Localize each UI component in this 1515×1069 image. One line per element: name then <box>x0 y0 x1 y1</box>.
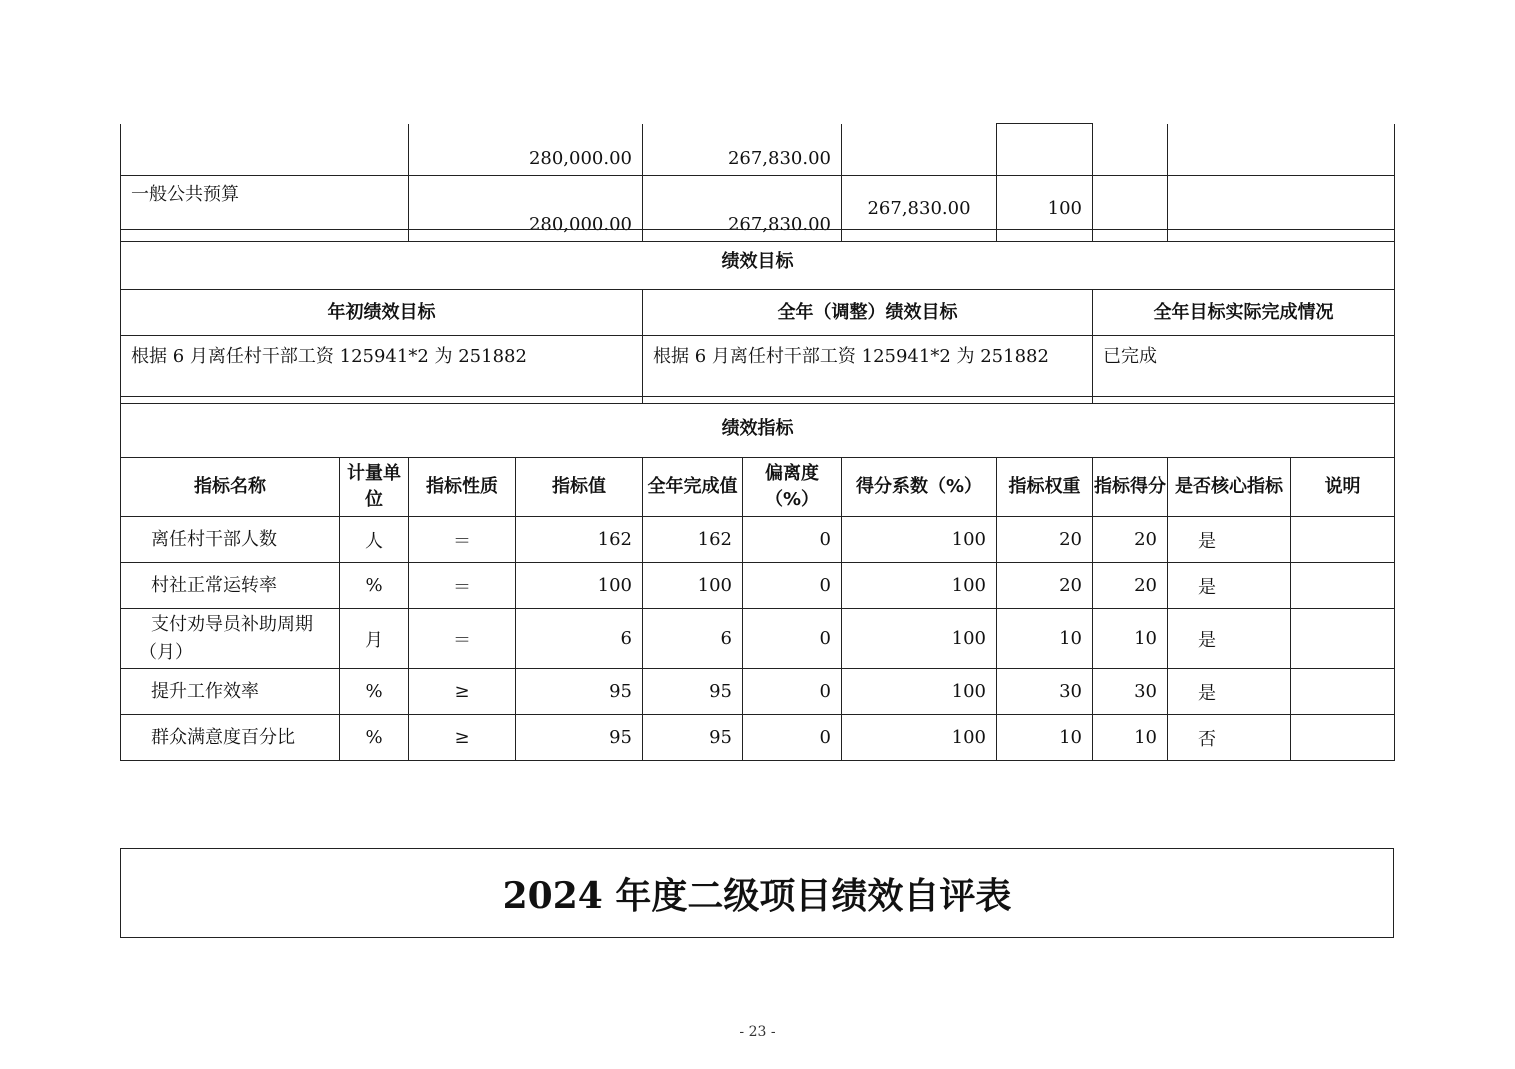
indicator-coefficient: 100 <box>842 715 997 761</box>
indicator-name: 群众满意度百分比 <box>121 715 340 761</box>
budget-cell: 280,000.00 <box>409 175 643 241</box>
budget-cell: 267,830.00 <box>842 175 997 241</box>
budget-cell <box>842 124 997 176</box>
indicator-completed: 95 <box>643 669 743 715</box>
indicator-value: 95 <box>516 715 643 761</box>
indicator-value: 95 <box>516 669 643 715</box>
indicators-section-title: 绩效指标 <box>121 397 1395 458</box>
indicator-weight: 30 <box>997 669 1093 715</box>
indicator-core: 否 <box>1168 715 1291 761</box>
indicator-note <box>1291 517 1395 563</box>
indicator-weight: 20 <box>997 517 1093 563</box>
header-name: 指标名称 <box>121 458 340 517</box>
indicator-core: 是 <box>1168 609 1291 669</box>
header-value: 指标值 <box>516 458 643 517</box>
header-unit: 计量单位 <box>340 458 409 517</box>
indicator-name: 提升工作效率 <box>121 669 340 715</box>
indicator-coefficient: 100 <box>842 609 997 669</box>
indicator-core: 是 <box>1168 563 1291 609</box>
header-coefficient: 得分系数（%） <box>842 458 997 517</box>
table-row <box>121 715 1395 761</box>
goals-table <box>120 229 1395 404</box>
budget-cell: 280,000.00 <box>409 124 643 176</box>
goals-header-initial: 年初绩效目标 <box>121 290 643 336</box>
indicator-score: 10 <box>1093 609 1168 669</box>
goals-adjusted-text: 根据 6 月离任村干部工资 125941*2 为 251882 <box>643 336 1093 404</box>
header-weight: 指标权重 <box>997 458 1093 517</box>
indicator-score: 10 <box>1093 715 1168 761</box>
header-note: 说明 <box>1291 458 1395 517</box>
indicator-nature: ＝ <box>409 563 516 609</box>
budget-cell: 100 <box>997 175 1093 241</box>
budget-label: 一般公共预算 <box>121 175 409 241</box>
indicator-completed: 6 <box>643 609 743 669</box>
goals-initial-text: 根据 6 月离任村干部工资 125941*2 为 251882 <box>121 336 643 404</box>
indicator-core: 是 <box>1168 669 1291 715</box>
indicator-note <box>1291 715 1395 761</box>
indicator-coefficient: 100 <box>842 563 997 609</box>
goals-actual-text: 已完成 <box>1093 336 1395 404</box>
indicator-weight: 20 <box>997 563 1093 609</box>
indicator-name: 支付劝导员补助周期（月） <box>121 609 340 669</box>
indicator-score: 20 <box>1093 563 1168 609</box>
indicator-name: 离任村干部人数 <box>121 517 340 563</box>
self-eval-title: 2024 年度二级项目绩效自评表 <box>502 874 1012 917</box>
header-deviation: 偏离度（%） <box>743 458 842 517</box>
indicator-deviation: 0 <box>743 517 842 563</box>
indicator-nature: ≥ <box>409 715 516 761</box>
indicator-completed: 162 <box>643 517 743 563</box>
indicator-unit: 月 <box>340 609 409 669</box>
indicator-note <box>1291 669 1395 715</box>
indicator-coefficient: 100 <box>842 517 997 563</box>
indicator-value: 100 <box>516 563 643 609</box>
indicator-deviation: 0 <box>743 669 842 715</box>
indicator-note <box>1291 609 1395 669</box>
indicator-completed: 95 <box>643 715 743 761</box>
indicator-weight: 10 <box>997 609 1093 669</box>
budget-cell <box>1093 124 1168 176</box>
goals-header-actual: 全年目标实际完成情况 <box>1093 290 1395 336</box>
indicator-coefficient: 100 <box>842 669 997 715</box>
page-number: - 23 - <box>739 1024 776 1040</box>
indicator-core: 是 <box>1168 517 1291 563</box>
table-row <box>121 669 1395 715</box>
header-score: 指标得分 <box>1093 458 1168 517</box>
indicator-deviation: 0 <box>743 715 842 761</box>
budget-cell <box>997 124 1093 176</box>
budget-row-total <box>121 124 1395 176</box>
indicator-value: 6 <box>516 609 643 669</box>
budget-label <box>121 124 409 176</box>
indicator-nature: ≥ <box>409 669 516 715</box>
indicator-nature: ＝ <box>409 517 516 563</box>
goals-header-adjusted: 全年（调整）绩效目标 <box>643 290 1093 336</box>
table-row <box>121 609 1395 669</box>
indicator-unit: % <box>340 669 409 715</box>
indicator-deviation: 0 <box>743 609 842 669</box>
indicators-table <box>120 396 1395 761</box>
budget-table <box>120 123 1395 242</box>
header-nature: 指标性质 <box>409 458 516 517</box>
indicator-name: 村社正常运转率 <box>121 563 340 609</box>
goals-section-title: 绩效目标 <box>121 230 1395 290</box>
budget-cell: 267,830.00 <box>643 124 842 176</box>
indicator-completed: 100 <box>643 563 743 609</box>
indicator-score: 30 <box>1093 669 1168 715</box>
self-eval-title-box <box>120 848 1394 938</box>
indicator-score: 20 <box>1093 517 1168 563</box>
header-completed: 全年完成值 <box>643 458 743 517</box>
table-row <box>121 563 1395 609</box>
budget-cell <box>1168 124 1395 176</box>
indicator-unit: % <box>340 715 409 761</box>
budget-cell: 267,830.00 <box>643 175 842 241</box>
indicator-deviation: 0 <box>743 563 842 609</box>
indicator-nature: ＝ <box>409 609 516 669</box>
indicator-unit: 人 <box>340 517 409 563</box>
indicator-weight: 10 <box>997 715 1093 761</box>
header-core: 是否核心指标 <box>1168 458 1291 517</box>
indicator-note <box>1291 563 1395 609</box>
indicator-unit: % <box>340 563 409 609</box>
indicator-value: 162 <box>516 517 643 563</box>
table-row <box>121 517 1395 563</box>
